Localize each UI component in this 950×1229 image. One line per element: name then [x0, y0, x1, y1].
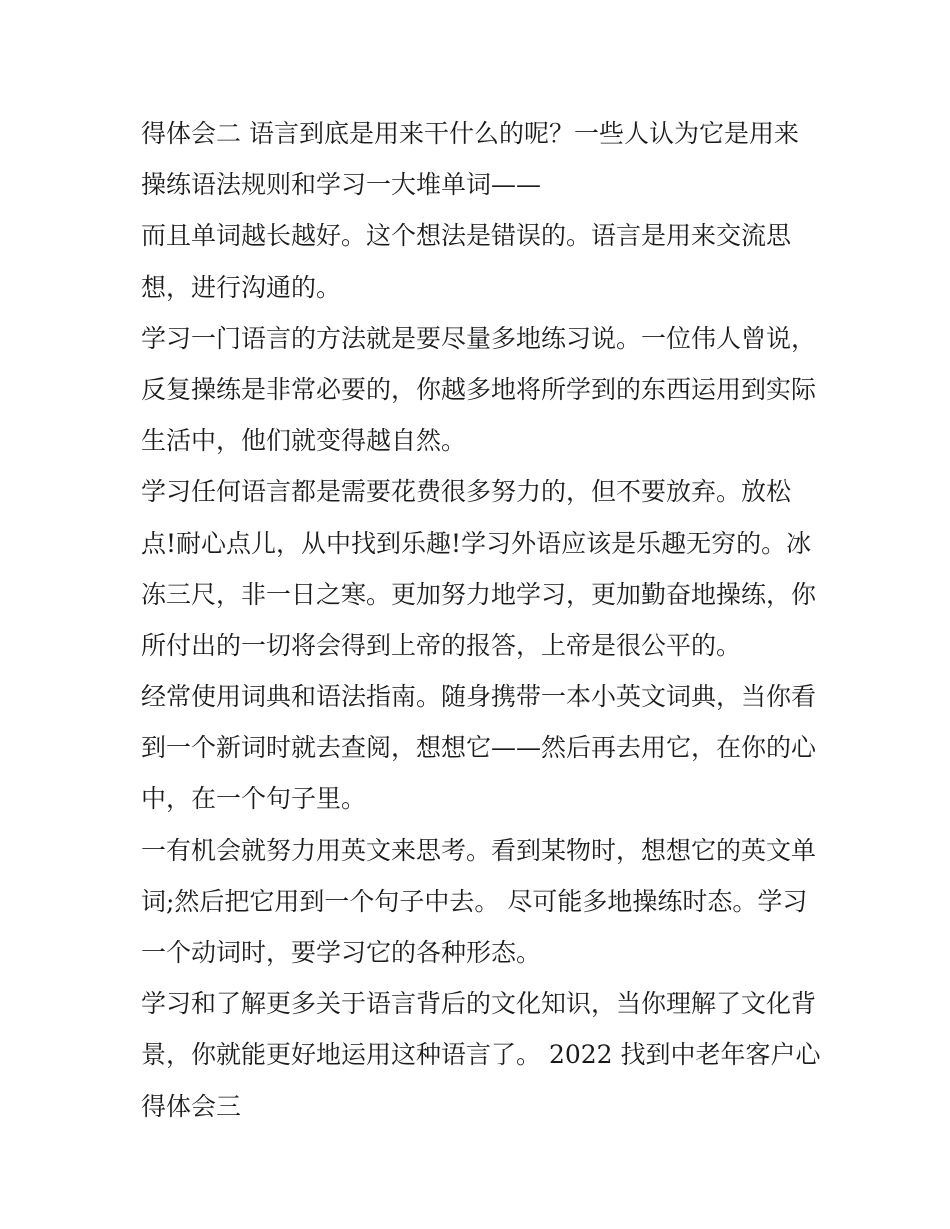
text-line: 一个动词时，要学习它的各种形态。 [141, 938, 542, 967]
text-line: 中，在一个句子里。 [141, 784, 367, 814]
text-line: 学习一门语言的方法就是要尽量多地练习说。一位伟人曾说， [141, 323, 817, 353]
text-line: 经常使用词典和语法指南。随身携带一本小英文词典，当你看 [141, 682, 817, 712]
text-line: 生活中，他们就变得越自然。 [141, 426, 467, 456]
text-line: 点!耐心点儿，从中找到乐趣!学习外语应该是乐趣无穷的。冰 [141, 528, 812, 558]
text-line: 而且单词越长越好。这个想法是错误的。语言是用来交流思 [141, 221, 792, 251]
text-line: 操练语法规则和学习一大堆单词—— [141, 170, 542, 200]
text-line: 词;然后把它用到一个句子中去。 尽可能多地操练时态。学习 [141, 886, 808, 916]
document-body [141, 108, 821, 1132]
text-line: 反复操练是非常必要的，你越多地将所学到的东西运用到实际 [141, 374, 817, 404]
text-line: 学习任何语言都是需要花费很多努力的，但不要放弃。放松 [141, 477, 792, 507]
text-line: 到一个新词时就去查阅，想想它——然后再去用它，在你的心 [141, 733, 817, 763]
text-line: 得体会三 [141, 1091, 242, 1121]
text-line: 一有机会就努力用英文来思考。看到某物时，想想它的英文单 [141, 835, 817, 865]
text-line: 冻三尺，非一日之寒。更加努力地学习，更加勤奋地操练，你 [141, 579, 817, 609]
text-line: 学习和了解更多关于语言背后的文化知识，当你理解了文化背 [141, 989, 817, 1019]
text-line: 得体会二 语言到底是用来干什么的呢？一些人认为它是用来 [141, 119, 799, 148]
text-line: 景，你就能更好地运用这种语言了。 2022 找到中老年客户心 [141, 1040, 821, 1070]
text-line: 所付出的一切将会得到上帝的报答，上帝是很公平的。 [141, 630, 742, 660]
text-line: 想，进行沟通的。 [141, 272, 342, 302]
